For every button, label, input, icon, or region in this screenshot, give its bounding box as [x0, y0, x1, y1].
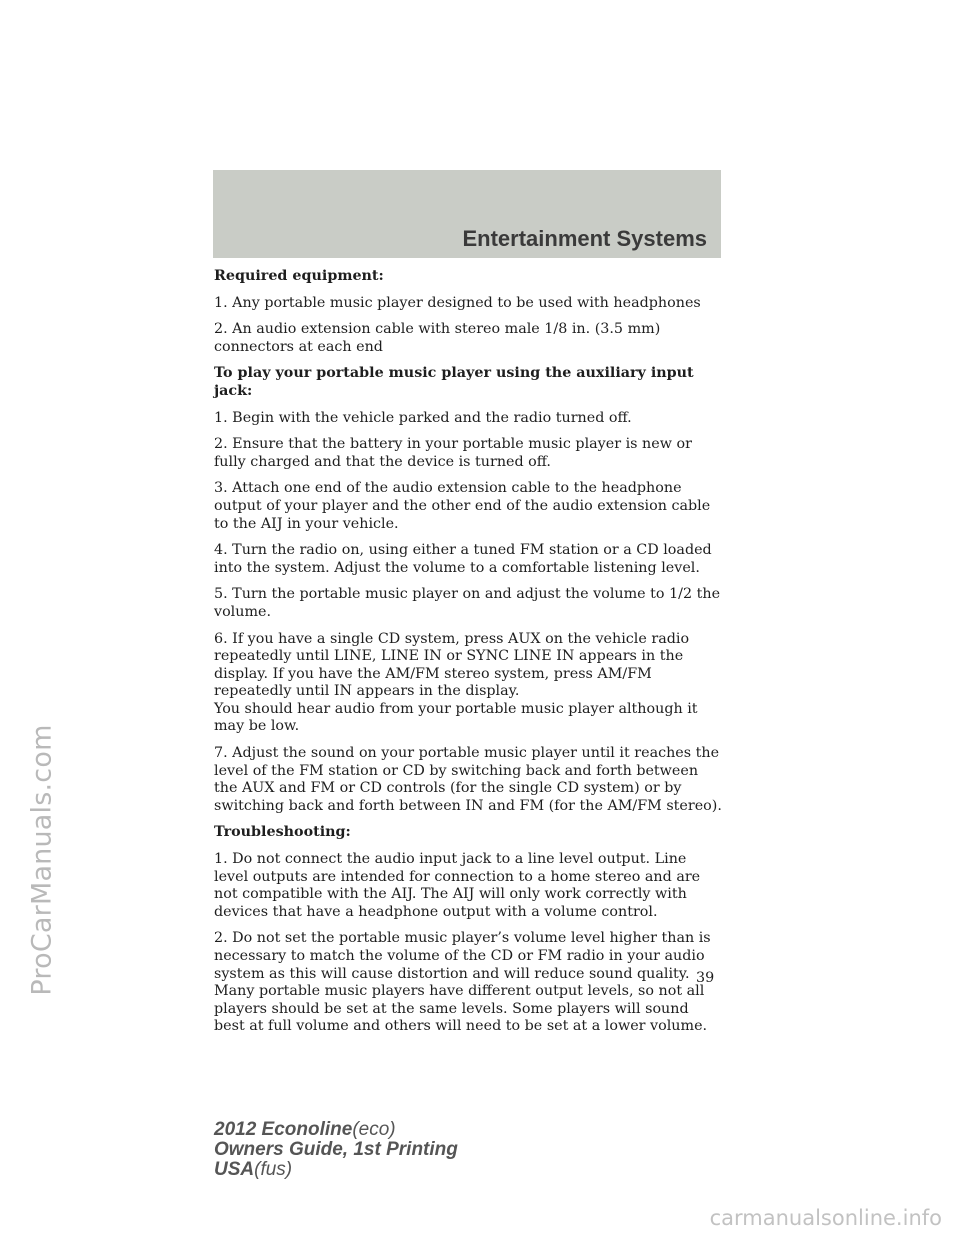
step-7: 7. Adjust the sound on your portable music player until it reaches the level of the FM station or CD by switching back and forth between the AUX and FM or CD controls (for the single CD system) or by switching back and forth between IN and FM (for the AM/FM stereo). [214, 745, 722, 814]
step-3: 3. Attach one end of the audio extension cable to the headphone output of your player and the other end of the audio extension cable to the AIJ in your vehicle. [214, 480, 711, 532]
step-5: 5. Turn the portable music player on and adjust the volume to 1/2 the volume. [214, 586, 721, 620]
footer-model: 2012 Econoline [214, 1119, 353, 1140]
footer-region: USA [214, 1159, 255, 1180]
footer-line-guide [214, 1140, 458, 1160]
required-item-1: 1. Any portable music player designed to be used with headphones [214, 294, 701, 311]
footer-line-model [214, 1120, 458, 1140]
footer-model-code: (eco) [352, 1119, 396, 1140]
troubleshooting-2: 2. Do not set the portable music player’s volume level higher than is necessary to match the volume of the CD or FM radio in your audio system as this will cause distortion and will reduce sound quality. Many portable music players have different output levels, so not all players should be set at the same levels. Some players will sound best at full volume and others will need to be set at a lower volume. [214, 930, 711, 1035]
section-header [213, 170, 721, 258]
step-6-note: You should hear audio from your portable music player although it may be low. [214, 700, 698, 735]
footer-region-code: (fus) [254, 1159, 293, 1180]
page-content [214, 268, 722, 1045]
step-1: 1. Begin with the vehicle parked and the radio turned off. [214, 409, 632, 426]
footer-guide: Owners Guide, 1st Printing [214, 1139, 458, 1160]
heading-required-equipment: Required equipment: [214, 268, 384, 284]
watermark-bottom: carmanualsonline.info [709, 1206, 942, 1230]
heading-troubleshooting: Troubleshooting: [214, 824, 351, 841]
step-4: 4. Turn the radio on, using either a tuned FM station or a CD loaded into the system. Adjust the volume to a comfortable listening level. [214, 542, 712, 576]
troubleshooting-1: 1. Do not connect the audio input jack to a line level output. Line level outputs are intended for connection to a home stereo and are not compatible with the AIJ. The AIJ will only work correctly with devices that have a headphone output with a volume control. [214, 851, 701, 920]
watermark-vertical-text: ProCarManuals.com [26, 724, 58, 996]
watermark-vertical [12, 724, 72, 996]
document-footer [214, 1120, 458, 1180]
heading-play-instructions: To play your portable music player using the auxiliary input jack: [214, 365, 694, 399]
step-2: 2. Ensure that the battery in your portable music player is new or fully charged and that the device is turned off. [214, 436, 692, 470]
section-title: Entertainment Systems [462, 226, 707, 251]
step-6: 6. If you have a single CD system, press AUX on the vehicle radio repeatedly until LINE, LINE IN or SYNC LINE IN appears in the display. If you have the AM/FM stereo system, press AM/FM repeatedly until IN appears in the display. [214, 630, 690, 700]
footer-line-region [214, 1160, 458, 1180]
required-item-2: 2. An audio extension cable with stereo male 1/8 in. (3.5 mm) connectors at each end [214, 321, 661, 355]
page-number: 39 [696, 970, 715, 986]
